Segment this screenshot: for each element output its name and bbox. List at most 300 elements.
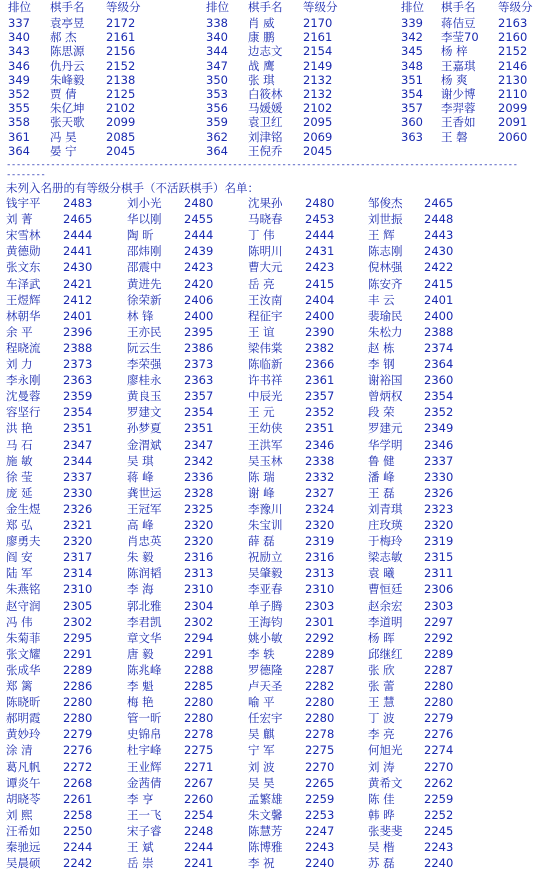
rank: 338 [206,16,228,30]
rating: 2138 [106,72,136,87]
rating: 2351 [184,421,214,436]
rating: 2320 [424,518,454,532]
player-name: 许书祥 [248,373,283,388]
rating: 2373 [184,357,214,371]
player-name: 吴 麒 [248,727,275,742]
player-name: 朱亿坤 [50,101,85,116]
rating: 2359 [63,389,93,404]
player-name: 陈晓昕 [6,695,41,710]
player-name: 中辰光 [248,389,283,404]
rating: 2404 [305,292,335,307]
player-name: 张 欣 [368,662,395,677]
player-name: 陈安齐 [368,276,403,291]
rating: 2373 [63,357,93,371]
rank: 358 [8,115,30,130]
rating: 2262 [424,775,454,790]
rating: 2421 [63,276,93,291]
player-name: 洪 艳 [6,421,33,436]
player-name: 陈 瑞 [248,469,275,484]
rating: 2276 [63,743,93,758]
rating: 2324 [305,501,335,516]
rating: 2346 [305,437,335,452]
rating: 2323 [424,501,454,516]
rank: 364 [8,143,30,158]
player-name: 汪希如 [6,823,41,838]
rating: 2336 [184,469,214,484]
player-name: 张成华 [6,662,41,677]
column-header: 棋手名 [50,0,85,14]
rating: 2242 [63,856,93,871]
player-name: 朱峰毅 [50,72,85,87]
player-name: 章文华 [127,630,162,645]
table-row [0,855,521,872]
player-name: 涂 清 [6,743,33,758]
player-name: 陈志刚 [368,244,403,259]
player-name: 管一昕 [127,711,162,726]
player-name: 梅 艳 [127,695,154,710]
rank: 343 [8,44,30,59]
player-name: 肖 威 [248,16,275,30]
rating: 2274 [424,743,454,758]
rating: 2267 [184,775,214,790]
rating: 2357 [305,389,335,404]
table-row [0,598,521,615]
table-row [0,324,521,341]
rating: 2254 [184,807,214,822]
player-name: 刘 菁 [6,212,33,227]
rating: 2360 [424,373,454,388]
column-header: 排位 [206,0,229,14]
rating: 2431 [305,244,335,259]
rating: 2400 [305,308,335,323]
player-name: 黄妙玲 [6,727,41,742]
rating: 2420 [184,276,214,291]
rating: 2250 [63,823,93,838]
rating: 2344 [63,453,93,468]
table-row [0,453,521,470]
player-name: 谢少博 [441,87,476,101]
player-name: 吴 琪 [127,453,154,468]
rating: 2244 [63,840,93,854]
player-name: 朱宝训 [248,518,283,532]
player-name: 刘 熙 [6,807,33,822]
rank: 354 [401,87,423,101]
rating: 2453 [305,212,335,227]
player-name: 战 鹰 [248,58,275,73]
player-name: 王 元 [248,405,275,420]
player-name: 陈临新 [248,357,283,371]
rating: 2276 [424,727,454,742]
player-name: 蒋 峰 [127,469,154,484]
table-row [0,823,521,840]
player-name: 卢天圣 [248,679,283,693]
player-name: 陈兆峰 [127,662,162,677]
rating: 2270 [305,759,335,774]
rating: 2349 [424,421,454,436]
player-name: 王汝南 [248,292,283,307]
rating: 2152 [498,44,528,59]
rating: 2110 [498,87,528,101]
rating: 2325 [184,501,214,516]
player-name: 梁伟棠 [248,340,283,355]
table-row [0,742,521,759]
rating: 2305 [63,598,93,613]
rating: 2294 [184,630,214,645]
rating: 2265 [305,775,335,790]
rank: 363 [401,129,423,144]
rank: 352 [8,87,30,101]
rating: 2310 [305,582,335,597]
player-name: 何旭光 [368,743,403,758]
player-name: 朱松力 [368,324,403,339]
rating: 2291 [184,646,214,661]
player-name: 刘 波 [248,759,275,774]
player-name: 陆 军 [6,566,33,581]
table-row [0,195,521,212]
rating: 2259 [305,791,335,806]
rank: 346 [8,58,30,73]
rank: 350 [206,72,228,87]
player-name: 单子腾 [248,598,283,613]
rating: 2260 [184,791,214,806]
rating: 2132 [303,72,333,87]
rating: 2338 [305,453,335,468]
player-name: 王倪乔 [248,143,283,158]
rank: 337 [8,16,30,30]
player-name: 李羿蓉 [441,101,476,116]
player-name: 庄玫瑛 [368,518,403,532]
table-row [0,259,521,276]
player-name: 晏 宁 [50,143,77,158]
rating: 2045 [303,143,333,158]
player-name: 庞 延 [6,485,33,500]
player-name: 郑 篱 [6,679,33,693]
player-name: 马媛媛 [248,101,283,116]
player-name: 阮云生 [127,340,162,355]
rating: 2275 [184,743,214,758]
rating: 2280 [184,695,214,710]
rating: 2412 [63,292,93,307]
rank: 344 [206,44,228,59]
player-name: 王香如 [441,115,476,130]
player-name: 边志文 [248,44,283,59]
player-name: 刘世振 [368,212,403,227]
rating: 2243 [424,840,454,854]
rating: 2275 [305,743,335,758]
rating: 2280 [184,711,214,726]
rating: 2316 [305,550,335,565]
player-name: 宋雪林 [6,228,41,243]
player-name: 宋子睿 [127,823,162,838]
table-row [0,630,521,647]
player-name: 吴 昊 [248,775,275,790]
player-name: 赵 栋 [368,340,395,355]
player-name: 贾 倩 [50,87,77,101]
player-name: 祝励立 [248,550,283,565]
rating: 2289 [305,646,335,661]
player-name: 吴玉林 [248,453,283,468]
rating: 2319 [424,534,454,549]
rating: 2099 [106,115,136,130]
player-name: 黄进先 [127,276,162,291]
rating: 2330 [63,485,93,500]
player-name: 薛 磊 [248,534,275,549]
player-name: 丰 云 [368,292,395,307]
player-name: 喻 平 [248,695,275,710]
table-row [0,759,521,776]
column-header: 排位 [401,0,424,14]
rating: 2313 [305,566,335,581]
rating: 2326 [424,485,454,500]
player-name: 程晓流 [6,340,41,355]
player-name: 胡晓苓 [6,791,41,806]
player-name: 裴瑜民 [368,308,403,323]
player-name: 张文东 [6,260,41,275]
player-name: 朱燕铭 [6,582,41,597]
rating: 2320 [184,518,214,532]
rank: 349 [8,72,30,87]
player-name: 陶 昕 [127,228,154,243]
player-name: 孙梦夏 [127,421,162,436]
rating: 2317 [63,550,93,565]
rating: 2444 [305,228,335,243]
rating: 2085 [106,129,136,144]
player-name: 李 轶 [248,646,275,661]
table-row [0,517,521,534]
player-name: 陈 佳 [368,791,395,806]
table-row [0,710,521,727]
rating: 2382 [305,340,335,355]
rating: 2386 [184,340,214,355]
rating: 2287 [305,662,335,677]
player-name: 孟繁雄 [248,791,283,806]
table-row [0,388,521,405]
player-name: 李 祝 [248,856,275,871]
player-name: 金茜倩 [127,775,162,790]
player-name: 郝 杰 [50,30,77,45]
player-name: 李 亨 [127,791,154,806]
player-name: 刘 涛 [368,759,395,774]
rating: 2366 [305,357,335,371]
rating: 2448 [424,212,454,227]
player-name: 王 斌 [127,840,154,854]
player-name: 高 峰 [127,518,154,532]
player-name: 李豫川 [248,501,283,516]
player-name: 袁亭昱 [50,16,85,30]
rating: 2243 [305,840,335,854]
table-row [0,662,521,679]
player-name: 朱 毅 [127,550,154,565]
player-name: 张文耀 [6,646,41,661]
player-name: 刘青琪 [368,501,403,516]
rating: 2319 [305,534,335,549]
rating: 2354 [184,405,214,420]
rating: 2280 [63,695,93,710]
table-row [0,549,521,566]
rating: 2279 [424,711,454,726]
player-name: 赵守润 [6,598,41,613]
rating: 2480 [184,196,214,210]
rating: 2280 [305,711,335,726]
column-header: 棋手名 [248,0,283,14]
rating: 2282 [305,679,335,693]
rating: 2272 [63,759,93,774]
separator-line: ---------------------------------------------------------------------------------------------------------------- [6,160,518,180]
player-name: 朱文馨 [248,807,283,822]
rating: 2354 [424,389,454,404]
rating: 2326 [63,501,93,516]
table-row [0,211,521,228]
player-name: 王冠军 [127,501,162,516]
rating: 2320 [63,534,93,549]
player-name: 余 平 [6,324,33,339]
player-name: 车泽武 [6,276,41,291]
player-name: 华学明 [368,437,403,452]
player-name: 郝明霞 [6,711,41,726]
rating: 2444 [63,228,93,243]
rating: 2310 [63,582,93,597]
rating: 2247 [305,823,335,838]
player-name: 鲁 健 [368,453,395,468]
player-name: 徐 莹 [6,469,33,484]
rating: 2444 [184,228,214,243]
rating: 2132 [303,87,333,101]
rating: 2280 [305,695,335,710]
player-name: 王煜辉 [6,292,41,307]
player-name: 王洪军 [248,437,283,452]
rating: 2163 [498,16,528,30]
rating: 2125 [106,87,136,101]
rating: 2154 [303,44,333,59]
table-row [0,726,521,743]
rating: 2156 [106,44,136,59]
rating: 2443 [424,228,454,243]
player-name: 金渭斌 [127,437,162,452]
player-name: 刘小光 [127,196,162,210]
player-name: 邱继红 [368,646,403,661]
rating: 2161 [106,30,136,45]
rating: 2441 [63,244,93,259]
table-row [0,775,521,792]
rating: 2483 [63,196,93,210]
rating: 2306 [424,582,454,597]
table-row [0,372,521,389]
rating: 2279 [63,727,93,742]
player-name: 张 蕾 [368,679,395,693]
rating: 2152 [106,58,136,73]
rating: 2388 [63,340,93,355]
player-name: 丁 波 [368,711,395,726]
rank: 355 [8,101,30,116]
player-name: 王嘉琪 [441,58,476,73]
player-name: 谢裕国 [368,373,403,388]
rating: 2465 [424,196,454,210]
rating: 2285 [184,679,214,693]
rating: 2130 [498,72,528,87]
player-name: 陈明川 [248,244,283,259]
rank: 364 [206,143,228,158]
player-name: 李亚春 [248,582,283,597]
rank: 339 [401,16,423,30]
rating: 2374 [424,340,454,355]
rating: 2288 [184,662,214,677]
rank: 356 [206,101,228,116]
player-name: 华以刚 [127,212,162,227]
rating: 2302 [63,614,93,629]
player-name: 曹大元 [248,260,283,275]
rating: 2390 [305,324,335,339]
rating: 2351 [305,421,335,436]
player-name: 丁 伟 [248,228,275,243]
player-name: 王亦民 [127,324,162,339]
rating: 2102 [106,101,136,116]
rating: 2337 [63,469,93,484]
player-name: 谢 峰 [248,485,275,500]
rating: 2430 [63,260,93,275]
player-name: 王海钧 [248,614,283,629]
rating: 2395 [184,324,214,339]
rating: 2295 [63,630,93,645]
player-name: 罗德隆 [248,662,283,677]
player-name: 冯 伟 [6,614,33,629]
player-name: 苏 磊 [368,856,395,871]
player-name: 陈思源 [50,44,85,59]
rating: 2357 [184,389,214,404]
player-name: 倪林强 [368,260,403,275]
player-name: 马晓春 [248,212,283,227]
rating: 2297 [424,614,454,629]
rating: 2401 [63,308,93,323]
player-name: 邵震中 [127,260,162,275]
player-name: 马 石 [6,437,33,452]
rank: 351 [401,72,423,87]
rating: 2311 [424,566,454,581]
player-name: 李 钢 [368,357,395,371]
rating: 2149 [303,58,333,73]
rating: 2347 [184,437,214,452]
player-name: 李 魁 [127,679,154,693]
rating: 2400 [184,308,214,323]
rating: 2161 [303,30,333,45]
rating: 2388 [424,324,454,339]
player-name: 徐荣新 [127,292,162,307]
rating: 2259 [424,791,454,806]
player-name: 容坚行 [6,405,41,420]
rating: 2310 [184,582,214,597]
table-row [0,807,521,824]
player-name: 林 锋 [127,308,154,323]
player-name: 吴 楷 [368,840,395,854]
rating: 2422 [424,260,454,275]
player-name: 陈慧芳 [248,823,283,838]
rating: 2465 [63,212,93,227]
rating: 2280 [424,679,454,693]
table-row [0,437,521,454]
rating: 2315 [424,550,454,565]
rating: 2289 [63,662,93,677]
rating: 2321 [63,518,93,532]
player-name: 朱菊菲 [6,630,41,645]
rating: 2415 [424,276,454,291]
table-row [0,581,521,598]
rating: 2091 [498,115,528,130]
player-name: 邵炜刚 [127,244,162,259]
player-name: 蒋佶豆 [441,16,476,30]
player-name: 仇丹云 [50,58,85,73]
rating: 2304 [184,598,214,613]
rating: 2292 [305,630,335,645]
rating: 2401 [424,292,454,307]
